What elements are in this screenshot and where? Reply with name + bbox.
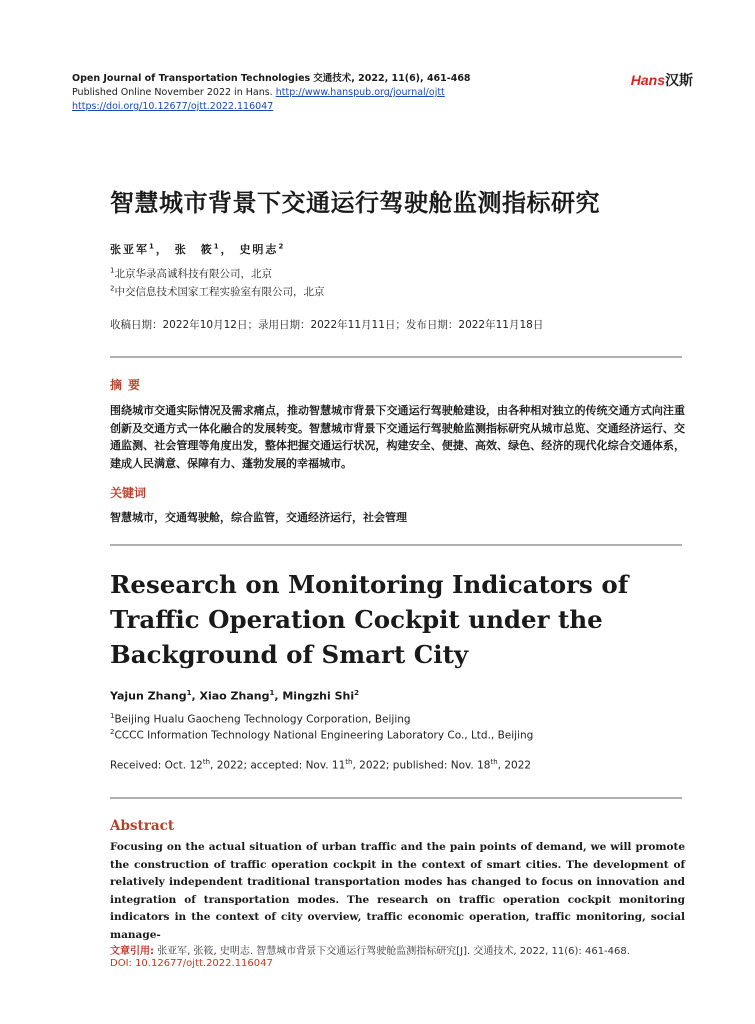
en-author-sup: 1: [269, 689, 275, 697]
en-authors: Yajun Zhang$^1$, Xiao Zhang$^1$, Mingzhi Shi$^2$: [110, 689, 360, 703]
divider: [110, 356, 682, 358]
en-abstract-text: Focusing on the actual situation of urban traffic and the pain points of demand, we will promote the construction of traffic operation cockpit in the context of smart cities. The development of relatively independent traditional transportation modes has changed to focus on innovation and integration of transportation modes. The research on traffic operation cockpit monitoring indicators in the context of city overview, traffic economic operation, traffic monitoring, social manage-: [110, 841, 685, 941]
cn-author-sup: 1: [213, 242, 221, 251]
cn-author: 张 筱: [174, 243, 214, 256]
journal-name: Open Journal of Transportation Technologies: [72, 73, 311, 84]
logo-en: Hans: [630, 72, 665, 88]
aff-text: 北京华录高诚科技有限公司，北京: [114, 268, 272, 280]
en-affiliation-2: [110, 728, 533, 742]
aff-text: CCCC Information Technology National Engineering Laboratory Co., Ltd., Beijing: [114, 729, 534, 742]
divider: [110, 544, 682, 546]
cn-title: 智慧城市背景下交通运行驾驶舱监测指标研究: [110, 189, 600, 217]
cn-affiliation-1: [110, 266, 272, 281]
cn-dates: 收稿日期：2022年10月12日；录用日期：2022年11月11日；发布日期：2022年11月18日: [110, 319, 544, 331]
published-online-line: [72, 86, 445, 99]
aff-text: 中交信息技术国家工程实验室有限公司，北京: [114, 286, 325, 298]
logo-cn: 汉斯: [665, 73, 693, 89]
en-author: Mingzhi Shi: [282, 689, 355, 703]
ordinal-sup: th: [490, 758, 498, 766]
citation-text: 张亚军, 张筱, 史明志. 智慧城市背景下交通运行驾驶舱监测指标研究[J]. 交通技术, 2022, 11(6): 461-468.: [157, 946, 630, 957]
cn-authors: 张亚军$^1$， 张 筱$^1$， 史明志$^2$: [110, 242, 286, 256]
cn-keywords: 智慧城市，交通驾驶舱，综合监管，交通经济运行，社会管理: [110, 511, 407, 524]
citation-doi: DOI: 10.12677/ojtt.2022.116047: [110, 958, 273, 969]
cn-author-sup: 1: [149, 242, 156, 251]
en-author: Xiao Zhang: [199, 689, 270, 703]
cn-keywords-heading: 关键词: [110, 486, 147, 500]
journal-header: [72, 72, 471, 85]
divider: [110, 797, 682, 799]
en-affiliation-1: [110, 712, 411, 726]
published-text: Published Online November 2022 in Hans.: [72, 87, 273, 98]
ordinal-sup: th: [345, 758, 353, 766]
en-author: Yajun Zhang: [110, 689, 187, 703]
received-date: Received: Oct. 12: [110, 759, 203, 772]
citation-label: 文章引用:: [110, 946, 154, 957]
cn-abstract-text: 围绕城市交通实际情况及需求痛点，推动智慧城市背景下交通运行驾驶舱建设，由各种相对独立的传统交通方式向注重创新及交通方式一体化融合的发展转变。智慧城市背景下交通运行驾驶舱监测指标研究从城市总览、交通经济运行、交通监测、社会管理等角度出发，整体把握交通运行状况，构建安全、便捷、高效、绿色、经济的现代化综合交通体系，建成人民满意、保障有力、蓬勃发展的幸福城市。: [110, 404, 685, 470]
year: 2022: [504, 759, 532, 772]
year: 2022: [359, 759, 386, 772]
citation: [110, 942, 630, 957]
doi-line: [72, 100, 273, 113]
aff-sup: 2: [110, 284, 115, 293]
cn-author: 张亚军: [110, 243, 149, 256]
journal-issue: 交通技术, 2022, 11(6), 461-468: [313, 73, 471, 84]
hans-logo: [631, 70, 693, 90]
cn-abstract-heading: 摘要: [110, 378, 147, 392]
published-date: published: Nov. 18: [392, 759, 491, 772]
aff-sup: 1: [110, 266, 115, 275]
en-author-sup: 1: [186, 689, 192, 697]
journal-url-link[interactable]: http://www.hanspub.org/journal/ojtt: [275, 87, 445, 98]
en-dates: Received: Oct. 12th, 2022; accepted: Nov. 11th, 2022; published: Nov. 18th, 2022: [110, 758, 532, 772]
doi-link[interactable]: https://doi.org/10.12677/ojtt.2022.116047: [72, 101, 274, 112]
cn-author-sup: 2: [278, 242, 286, 251]
aff-text: Beijing Hualu Gaocheng Technology Corporation, Beijing: [114, 713, 411, 726]
year: 2022: [216, 759, 244, 772]
aff-sup: 1: [110, 712, 115, 720]
en-abstract-heading: Abstract: [110, 818, 175, 834]
cn-affiliation-2: [110, 284, 324, 299]
ordinal-sup: th: [202, 758, 211, 766]
accepted-date: accepted: Nov. 11: [250, 759, 346, 772]
en-author-sup: 2: [354, 689, 360, 697]
aff-sup: 2: [110, 728, 115, 736]
en-title: Research on Monitoring Indicators of Traffic Operation Cockpit under the Background of Smart City: [110, 570, 629, 669]
cn-author: 史明志: [239, 243, 279, 256]
